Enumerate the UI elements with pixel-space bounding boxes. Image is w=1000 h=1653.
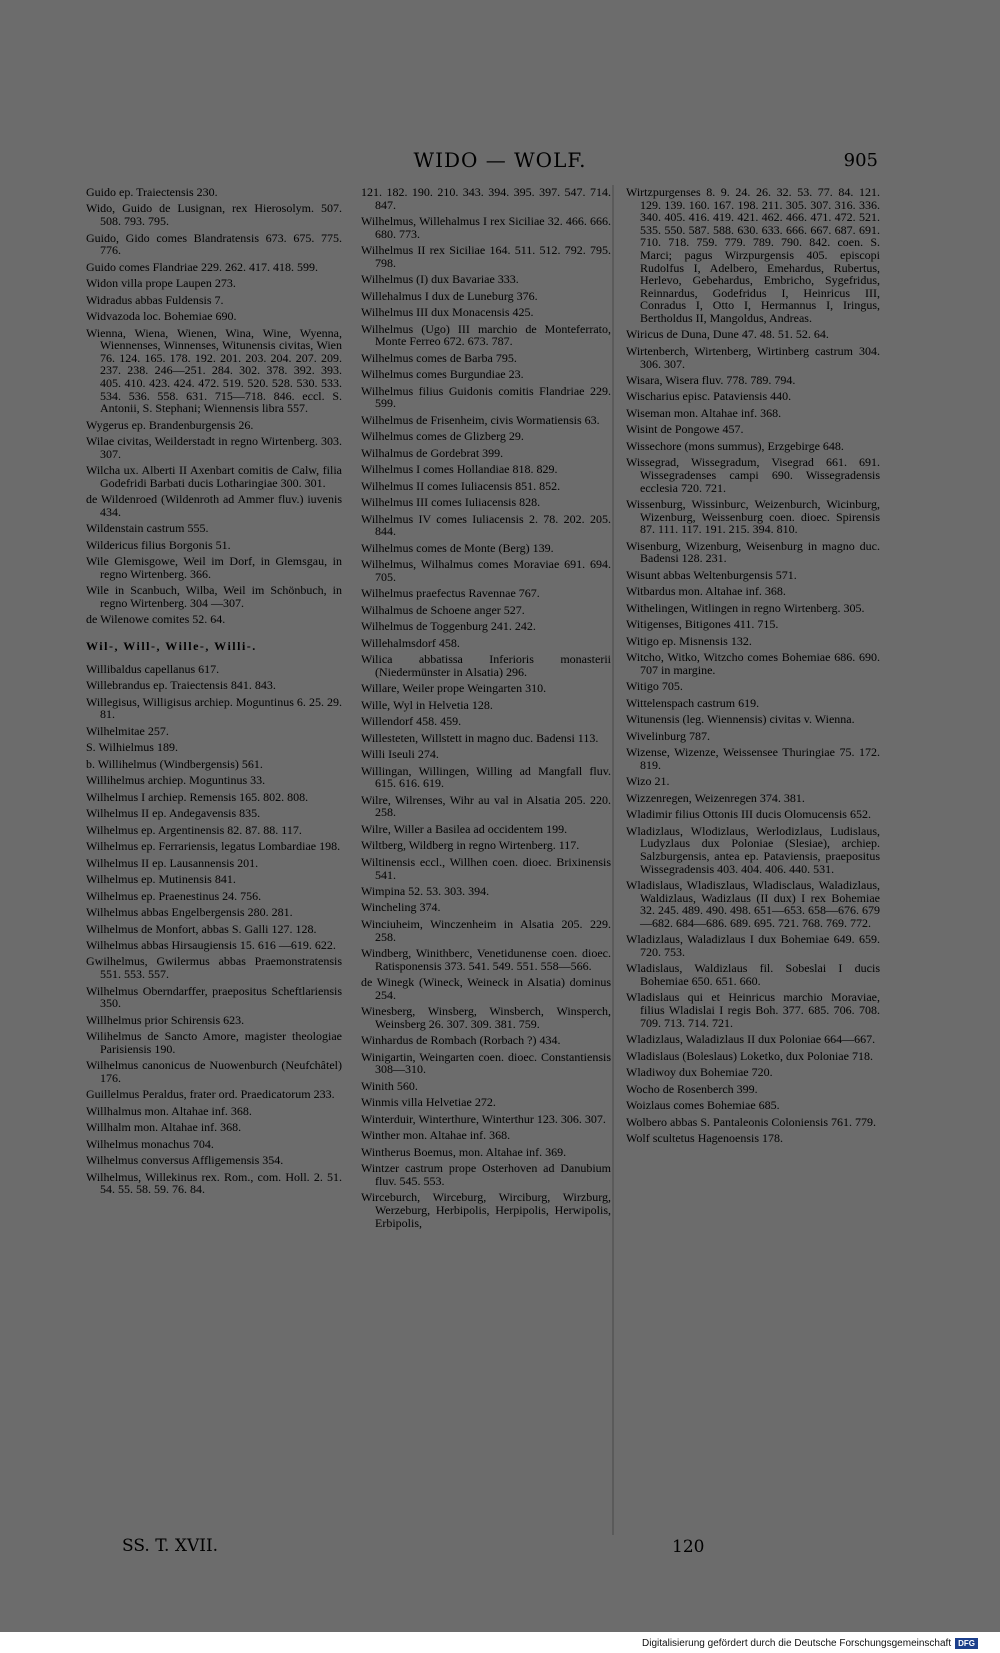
index-entry: de Wilenowe comites 52. 64. <box>86 612 226 627</box>
index-entry: Wilae civitas, Weilderstadt in regno Wirtenberg. 303. 307. <box>86 434 342 461</box>
digitization-credit <box>642 1636 978 1650</box>
index-entry: Wissenburg, Wissinburc, Weizenburch, Wicinburg, Wizenburg, Weissenburg coen. dioec. Spirensis 87. 111. 117. 191. 215. 394. 810. <box>626 497 880 537</box>
index-entry: Wincheling 374. <box>361 900 441 915</box>
index-entry: Wilre, Willer a Basilea ad occidentem 199. <box>361 821 568 836</box>
index-entry: Wissechore (mons summus), Erzgebirge 648. <box>626 438 844 453</box>
index-entry: Winciuheim, Winczenheim in Alsatia 205. 229. 258. <box>361 916 611 944</box>
index-entry: Guido comes Flandriae 229. 262. 417. 418. 599. <box>86 259 318 274</box>
index-entry: de Winegk (Wineck, Weineck in Alsatia) dominus 254. <box>361 975 611 1002</box>
index-entry: Widon villa prope Laupen 273. <box>86 276 236 291</box>
index-entry: de Wildenroed (Wildenroth ad Ammer fluv.) iuvenis 434. <box>86 492 342 519</box>
volume-signature: SS. T. XVII. <box>122 1536 219 1556</box>
index-entry: Wilhelmus II ep. Lausannensis 201. <box>86 855 259 870</box>
index-entry: Willi Iseuli 274. <box>361 747 439 762</box>
index-entry: Wilica abbatissa Inferioris monasterii (Niedermünster in Alsatia) 296. <box>361 652 611 679</box>
index-entry: Wil-, Will-, Wille-, Willi-. <box>86 639 257 654</box>
index-entry: Winterduir, Winterthure, Winterthur 123. 306. 307. <box>361 1111 606 1126</box>
sheet-number: 120 <box>672 1537 705 1557</box>
index-entry: Wladislaus, Wladiszlaus, Wladisclaus, Waladizlaus, Waldizlaus, Wadizlaus (II dux) I rex Bohemiae 32. 245. 489. 490. 498. 651—653. 658—676. 679—682. 684—686. 689. 695. 721. 768. 769. 772. <box>626 878 880 930</box>
index-entry: Wocho de Rosenberch 399. <box>626 1081 758 1096</box>
index-entry: Wienna, Wiena, Wienen, Wina, Wine, Wyenna, Wiennenses, Winnenses, Witunensis civitas, Wien 76. 124. 165. 178. 192. 201. 203. 204. 207. 209. 237. 238. 246—251. 284. 302. 378. 392. 393. 405. 410. 423. 424. 472. 519. 520. 528. 530. 533. 534. 536. 558. 631. 715—718. 846. eccl. S. Antonii, S. Stephani; Wiennensis libra 557. <box>86 325 342 416</box>
index-entry: Wisint de Pongowe 457. <box>626 422 744 437</box>
index-entry: Wilhelmitae 257. <box>86 723 169 738</box>
index-entry: Winigartin, Weingarten coen. dioec. Constantiensis 308—310. <box>361 1049 611 1077</box>
page-crease <box>612 185 614 1535</box>
index-entry: Wilhelmus ep. Praenestinus 24. 756. <box>86 888 262 903</box>
dfg-logo-icon: DFG <box>955 1638 978 1649</box>
index-entry: Winhardus de Rombach (Rorbach ?) 434. <box>361 1033 561 1048</box>
index-entry: Wittelenspach castrum 619. <box>626 695 760 710</box>
index-entry: Wilhelmus I comes Hollandiae 818. 829. <box>361 462 558 477</box>
index-entry: Wilhelmus comes de Glizberg 29. <box>361 429 524 444</box>
index-entry: Willhelmus prior Schirensis 623. <box>86 1012 245 1027</box>
index-entry: Willendorf 458. 459. <box>361 714 462 729</box>
index-entry: Wilhelmus Oberndarffer, praepositus Scheftlariensis 350. <box>86 983 342 1011</box>
index-entry: 121. 182. 190. 210. 343. 394. 395. 397. 547. 714. 847. <box>361 185 611 212</box>
index-entry: Wilhelmus I archiep. Remensis 165. 802. 808. <box>86 789 309 804</box>
index-entry: Willesteten, Willstett in magno duc. Badensi 113. <box>361 730 599 745</box>
index-entry: Wilhelmus monachus 704. <box>86 1136 214 1151</box>
index-entry: Wissegrad, Wissegradum, Visegrad 661. 691. Wissegradenses campi 690. Wissegradensis ecclesia 720. 721. <box>626 455 880 495</box>
index-entry: Wilhelmus comes de Monte (Berg) 139. <box>361 540 554 555</box>
index-entry: Wimpina 52. 53. 303. 394. <box>361 884 490 898</box>
index-entry: Willare, Weiler prope Weingarten 310. <box>361 681 547 696</box>
index-entry: Wilhelmus de Monfort, abbas S. Galli 127. 128. <box>86 921 317 936</box>
index-entry: Wisara, Wisera fluv. 778. 789. 794. <box>626 372 796 387</box>
index-column-3 <box>626 186 880 1149</box>
index-entry: Wilhelmus III comes Iuliacensis 828. <box>361 495 541 510</box>
index-entry: Wilhelmus conversus Affligemensis 354. <box>86 1153 284 1168</box>
index-entry: Wilhelmus II ep. Andegavensis 835. <box>86 806 261 821</box>
index-entry: Wizo 21. <box>626 774 670 789</box>
index-entry: Wiseman mon. Altahae inf. 368. <box>626 405 782 420</box>
index-entry: Wile Glemisgowe, Weil im Dorf, in Glemsgau, in regno Wirtenberg. 366. <box>86 554 342 581</box>
index-entry: Wildenstain castrum 555. <box>86 521 209 536</box>
index-entry: Guido ep. Traiectensis 230. <box>86 185 218 199</box>
index-entry: Wilhalmus de Schoene anger 527. <box>361 602 525 617</box>
index-column-2 <box>361 186 611 1233</box>
index-entry: Wladiwoy dux Bohemiae 720. <box>626 1065 773 1080</box>
index-entry: Wolbero abbas S. Pantaleonis Coloniensis 761. 779. <box>626 1114 877 1129</box>
index-entry: Witigo ep. Misnensis 132. <box>626 633 752 648</box>
index-entry: b. Willihelmus (Windbergensis) 561. <box>86 756 263 771</box>
index-entry: Guillelmus Peraldus, frater ord. Praedicatorum 233. <box>86 1087 335 1102</box>
index-entry: Wilhelmus II comes Iuliacensis 851. 852. <box>361 478 561 493</box>
index-entry: Wilhelmus comes de Barba 795. <box>361 350 517 365</box>
index-entry: Wiltinensis eccl., Willhen coen. dioec. Brixinensis 541. <box>361 854 611 882</box>
index-entry: Wilhelmus (Ugo) III marchio de Monteferrato, Monte Ferreo 672. 673. 787. <box>361 321 611 349</box>
index-entry: Wile in Scanbuch, Wilba, Weil im Schönbuch, in regno Wirtenberg. 304 —307. <box>86 583 342 610</box>
index-entry: Windberg, Winithberc, Venetidunense coen. dioec. Ratisponensis 373. 541. 549. 551. 558—566. <box>361 946 611 973</box>
index-entry: Wilhelmus, Willehalmus I rex Siciliae 32. 466. 666. 680. 773. <box>361 214 611 241</box>
index-entry: Willehalmus I dux de Luneburg 376. <box>361 288 538 303</box>
index-entry: Wilhelmus abbas Engelbergensis 280. 281. <box>86 905 293 920</box>
index-entry: Wilhelmus de Frisenheim, civis Wormatiensis 63. <box>361 412 600 427</box>
index-entry: Widradus abbas Fuldensis 7. <box>86 292 224 307</box>
index-entry: Woizlaus comes Bohemiae 685. <box>626 1098 780 1113</box>
index-entry: Wiricus de Duna, Dune 47. 48. 51. 52. 64. <box>626 327 829 342</box>
index-entry: Wilhalmus de Gordebrat 399. <box>361 445 504 460</box>
index-entry: Wirceburch, Wirceburg, Wirciburg, Wirzburg, Werzeburg, Herbipolis, Herpipolis, Herwipolis, Erbipolis, <box>361 1190 611 1230</box>
index-entry: Wido, Guido de Lusignan, rex Hierosolym. 507. 508. 793. 795. <box>86 201 342 229</box>
index-entry: Wilhelmus de Toggenburg 241. 242. <box>361 619 536 634</box>
index-entry: Willingan, Willingen, Willing ad Mangfall fluv. 615. 616. 619. <box>361 763 611 791</box>
index-entry: Wizense, Wizenze, Weissensee Thuringiae 75. 172. 819. <box>626 745 880 772</box>
index-entry: Wilhelmus ep. Ferrariensis, legatus Lombardiae 198. <box>86 839 341 854</box>
index-entry: Wischarius episc. Pataviensis 440. <box>626 389 792 404</box>
index-entry: Willebrandus ep. Traiectensis 841. 843. <box>86 678 276 693</box>
index-entry: Wilhelmus II rex Siciliae 164. 511. 512. 792. 795. 798. <box>361 243 611 270</box>
index-entry: Winther mon. Altahae inf. 368. <box>361 1128 511 1143</box>
index-entry: Witunensis (leg. Wiennensis) civitas v. Wienna. <box>626 712 855 727</box>
index-entry: Guido, Gido comes Blandratensis 673. 675. 775. 776. <box>86 230 342 258</box>
index-entry: Wille, Wyl in Helvetia 128. <box>361 697 493 712</box>
index-entry: Willihelmus archiep. Moguntinus 33. <box>86 773 266 788</box>
index-entry: Wirtenberch, Wirtenberg, Wirtinberg castrum 304. 306. 307. <box>626 343 880 371</box>
index-entry: Wisunt abbas Weltenburgensis 571. <box>626 567 797 582</box>
index-entry: Wladizlaus, Wlodizlaus, Werlodizlaus, Ludislaus, Ludyzlaus dux Poloniae (Slesiae), archiep. Salzburgensis, antea ep. Pataviensis, praepositus Wissegradensis 403. 404. 406. 440. 531. <box>626 823 880 876</box>
index-entry: Winith 560. <box>361 1078 418 1093</box>
index-entry: Wisenburg, Wizenburg, Weisenburg in magno duc. Badensi 128. 231. <box>626 538 880 566</box>
index-entry: Wladislaus, Waldizlaus fil. Sobeslai I ducis Bohemiae 650. 651. 660. <box>626 961 880 988</box>
index-entry: Wildericus filius Borgonis 51. <box>86 537 231 552</box>
index-entry: S. Wilhielmus 189. <box>86 740 178 755</box>
index-entry: Wilhelmus III dux Monacensis 425. <box>361 305 534 320</box>
index-entry: Witigenses, Bitigones 411. 715. <box>626 617 779 632</box>
index-entry: Wilhelmus canonicus de Nuowenburch (Neufchâtel) 176. <box>86 1058 342 1085</box>
index-entry: Wygerus ep. Brandenburgensis 26. <box>86 417 254 432</box>
index-entry: Wilhelmus, Wilhalmus comes Moraviae 691. 694. 705. <box>361 557 611 584</box>
page-number: 905 <box>843 150 878 171</box>
index-entry: Wintherus Boemus, mon. Altahae inf. 369. <box>361 1144 567 1159</box>
index-entry: Wladimir filius Ottonis III ducis Olomucensis 652. <box>626 807 871 822</box>
index-entry: Wilhelmus ep. Mutinensis 841. <box>86 872 236 887</box>
index-entry: Willehalmsdorf 458. <box>361 635 460 650</box>
index-entry: Willibaldus capellanus 617. <box>86 661 220 676</box>
index-entry: Wilhelmus praefectus Ravennae 767. <box>361 586 540 601</box>
index-entry: Wilre, Wilrenses, Wihr au val in Alsatia 205. 220. 258. <box>361 792 611 820</box>
index-entry: Wilhelmus filius Guidonis comitis Flandriae 229. 599. <box>361 383 611 411</box>
index-entry: Witcho, Witko, Witzcho comes Bohemiae 686. 690. 707 in margine. <box>626 650 880 677</box>
index-entry: Wilhelmus ep. Argentinensis 82. 87. 88. 117. <box>86 822 302 837</box>
index-entry: Wolf scultetus Hagenoensis 178. <box>626 1131 784 1146</box>
running-title: WIDO — WOLF. <box>413 148 587 172</box>
index-entry: Wilhelmus (I) dux Bavariae 333. <box>361 272 519 287</box>
index-entry: Wilhelmus comes Burgundiae 23. <box>361 367 524 382</box>
index-entry: Wladizlaus, Waladizlaus II dux Poloniae 664—667. <box>626 1032 876 1047</box>
index-entry: Wilhelmus IV comes Iuliacensis 2. 78. 202. 205. 844. <box>361 511 611 539</box>
index-entry: Wilihelmus de Sancto Amore, magister theologiae Parisiensis 190. <box>86 1029 342 1056</box>
index-entry: Wizzenregen, Weizenregen 374. 381. <box>626 790 805 805</box>
index-entry: Wilhelmus abbas Hirsaugiensis 15. 616 —619. 622. <box>86 938 336 952</box>
index-entry: Wladislaus (Boleslaus) Loketko, dux Poloniae 718. <box>626 1048 873 1063</box>
index-entry: Willegisus, Willigisus archiep. Moguntinus 6. 25. 29. 81. <box>86 694 342 722</box>
index-entry: Wiltberg, Wildberg in regno Wirtenberg. 117. <box>361 838 580 853</box>
index-entry: Gwilhelmus, Gwilermus abbas Praemonstratensis 551. 553. 557. <box>86 954 342 982</box>
index-entry: Wilcha ux. Alberti II Axenbart comitis de Calw, filia Godefridi Barbati ducis Lotharingiae 300. 301. <box>86 463 342 490</box>
index-entry: Withelingen, Witlingen in regno Wirtenberg. 305. <box>626 600 865 615</box>
index-entry: Willhalmus mon. Altahae inf. 368. <box>86 1103 252 1118</box>
index-entry: Wladizlaus, Waladizlaus I dux Bohemiae 649. 659. 720. 753. <box>626 932 880 959</box>
index-entry: Wirtzpurgenses 8. 9. 24. 26. 32. 53. 77. 84. 121. 129. 139. 160. 167. 198. 211. 305. 307. 316. 336. 340. 405. 416. 419. 421. 462. 466. 471. 472. 521. 535. 550. 587. 588. 630. 633. 666. 667. 687. 691. 710. 718. 759. 779. 789. 790. 842. coen. S. Marci; pagus Wirzpurgensis 405. episcopi Rudolfus I, Adelbero, Emehardus, Rubertus, Herlevo, Gebehardus, Embricho, Sygefridus, Reinnardus, Godefridus I, Heinricus III, Conradus I, Otto I, Hermannus I, Iringus, Bertholdus II, Mangoldus, Andreas. <box>626 185 880 325</box>
index-entry: Widvazoda loc. Bohemiae 690. <box>86 309 237 324</box>
index-entry: Witbardus mon. Altahae inf. 368. <box>626 584 786 599</box>
index-column-1 <box>86 186 342 1200</box>
credit-text: Digitalisierung gefördert durch die Deutsche Forschungsgemeinschaft <box>642 1637 952 1649</box>
index-entry: Winesberg, Winsberg, Winsberch, Winsperch, Weinsberg 26. 307. 309. 381. 759. <box>361 1004 611 1031</box>
index-entry: Willhalm mon. Altahae inf. 368. <box>86 1120 242 1135</box>
index-entry: Witigo 705. <box>626 679 683 694</box>
index-entry: Wladislaus qui et Heinricus marchio Moraviae, filius Wladislai I regis Boh. 377. 685. 706. 708. 709. 713. 714. 721. <box>626 990 880 1030</box>
index-entry: Wivelinburg 787. <box>626 728 710 743</box>
index-entry: Wintzer castrum prope Osterhoven ad Danubium fluv. 545. 553. <box>361 1161 611 1188</box>
index-entry: Winmis villa Helvetiae 272. <box>361 1095 496 1110</box>
index-entry: Wilhelmus, Willekinus rex. Rom., com. Holl. 2. 51. 54. 55. 58. 59. 76. 84. <box>86 1169 342 1197</box>
